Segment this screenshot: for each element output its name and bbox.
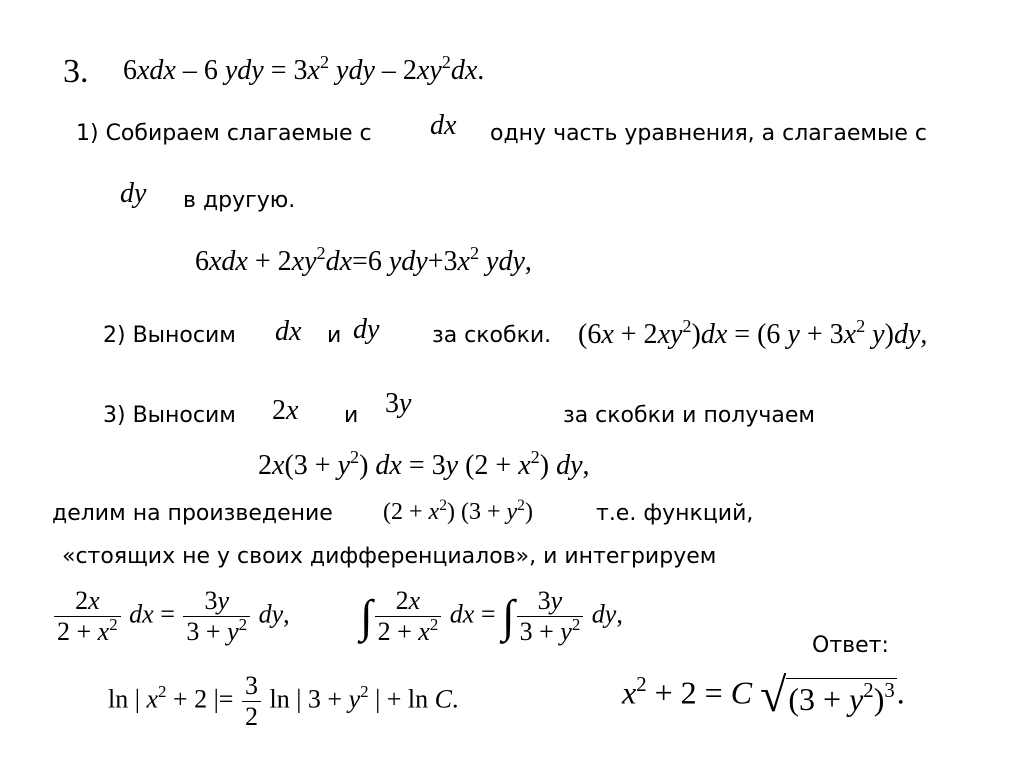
divide-text-a: делим на произведение bbox=[52, 501, 333, 526]
divide-text-c: «стоящих не у своих дифференциалов», и интегрируем bbox=[62, 544, 717, 569]
step2-text-a: 2) Выносим bbox=[103, 323, 236, 348]
problem-number: 3. bbox=[63, 53, 89, 90]
step2-dx: dx bbox=[275, 316, 302, 347]
step1-equation: $6xdx + 2xy^2dx=6$ $ydy+3x^2$ ydy, bbox=[195, 243, 532, 277]
step3-text-a: 3) Выносим bbox=[103, 403, 236, 428]
step1-dx: dx bbox=[430, 110, 457, 141]
step1-text-b: одну часть уравнения, а слагаемые с bbox=[490, 121, 927, 146]
step3-equation: $2x(3 + y^2)$ dx = 3y $(2 + x^2)$ dy, bbox=[258, 447, 590, 481]
answer-equation: $x^2 + 2 = C$ $√(3 + y^2)^3$. bbox=[622, 669, 905, 722]
step3-factor-2x: 2x bbox=[272, 395, 299, 426]
separated-equation: $\frac{2x}{2 + x^2}$ dx = $\frac{3y}{3 + y^2}$ dy, bbox=[52, 586, 290, 647]
step3-and: и bbox=[344, 403, 359, 428]
step3-factor-3y: 3y bbox=[385, 388, 412, 419]
problem-equation: 6xdx – 6 ydy = $3x^2$ ydy – $2xy^2dx$. bbox=[123, 52, 485, 86]
step1-text-c: в другую. bbox=[183, 188, 296, 213]
integral-equation: ∫ $\frac{2x}{2 + x^2}$ dx = ∫ $\frac{3y}{3 + y^2}$ dy, bbox=[360, 586, 623, 646]
divide-text-b: т.е. функций, bbox=[596, 501, 754, 526]
step2-dy: dy bbox=[353, 314, 380, 345]
step1-dy: dy bbox=[120, 178, 147, 209]
divide-product: $(2 + x^2)$ $(3 + y^2)$ bbox=[383, 496, 533, 525]
log-equation: ln | $x^2 + 2$ |= $\frac{3}{2}$ ln | $3 + y^2$ | + ln C. bbox=[108, 671, 459, 731]
step2-and: и bbox=[327, 323, 342, 348]
step2-equation: $(6x + 2xy^2)dx = (6$ $y + 3x^2$ y)dy, bbox=[578, 316, 928, 350]
step2-text-b: за скобки. bbox=[432, 323, 552, 348]
answer-label: Ответ: bbox=[812, 633, 889, 658]
step1-text-a: 1) Собираем слагаемые с bbox=[76, 121, 372, 146]
step3-text-b: за скобки и получаем bbox=[563, 403, 815, 428]
